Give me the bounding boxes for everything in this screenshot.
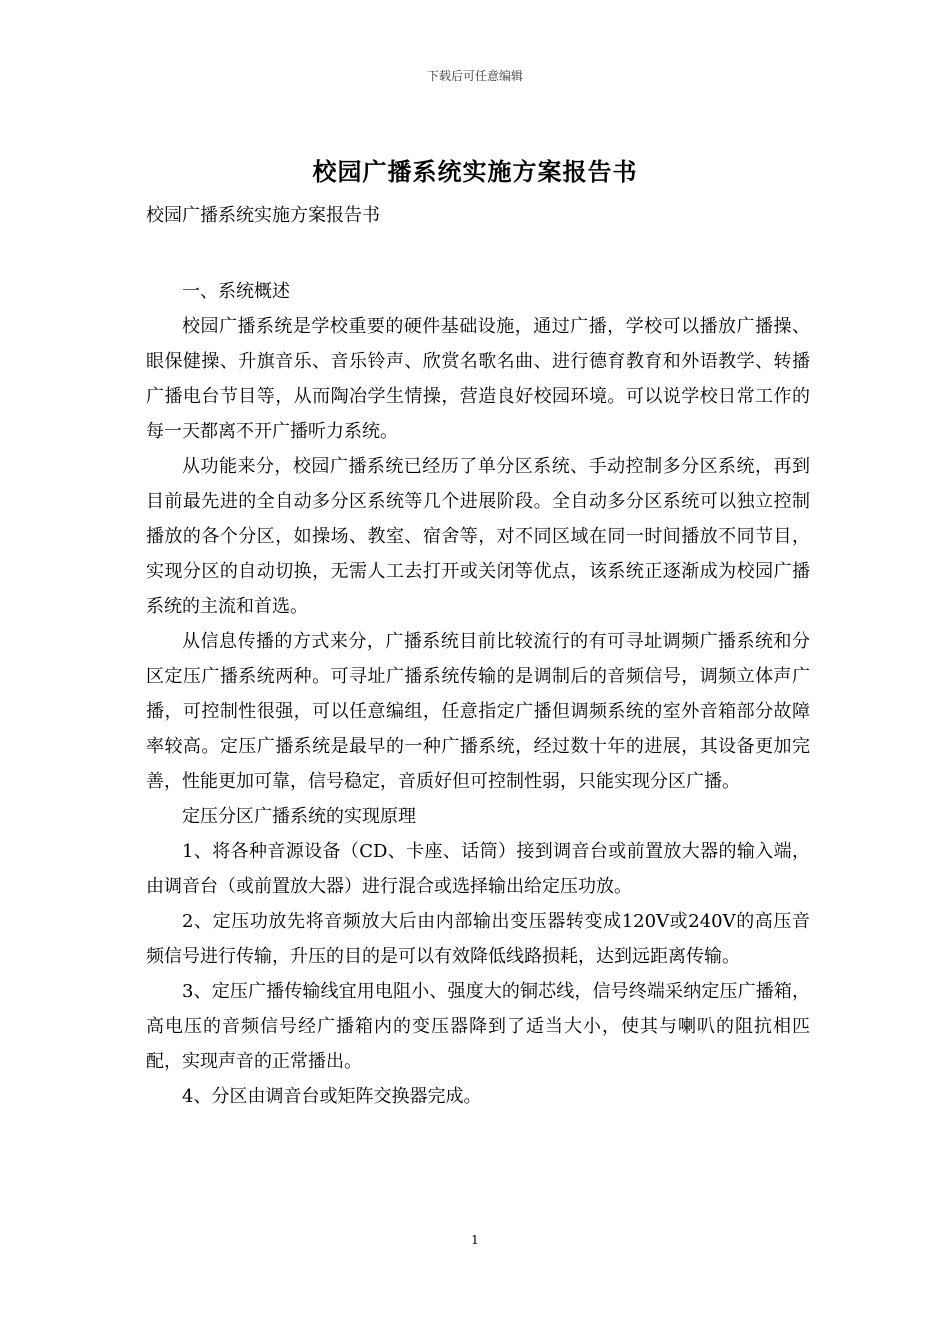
- document-subtitle: 校园广播系统实施方案报告书: [146, 205, 380, 226]
- paragraph: 校园广播系统是学校重要的硬件基础设施，通过广播，学校可以播放广播操、眼保健操、升旗音乐、音乐铃声、欣赏名歌名曲、进行德育教育和外语教学、转播广播电台节目等，从而陶冶学生情操，营造良好校园环境。可以说学校日常工作的每一天都离不开广播听力系统。: [146, 316, 810, 442]
- document-body: [146, 274, 810, 1114]
- list-item: 3、定压广播传输线宜用电阻小、强度大的铜芯线，信号终端采纳定压广播箱，高电压的音频信号经广播箱内的变压器降到了适当大小，使其与喇叭的阻抗相匹配，实现声音的正常播出。: [146, 981, 810, 1072]
- paragraph: 从信息传播的方式来分，广播系统目前比较流行的有可寻址调频广播系统和分区定压广播系统两种。可寻址广播系统传输的是调制后的音频信号，调频立体声广播，可控制性很强，可以任意编组，任意指定广播但调频系统的室外音箱部分故障率较高。定压广播系统是最早的一种广播系统，经过数十年的进展，其设备更加完善，性能更加可靠，信号稳定，音质好但可控制性弱，只能实现分区广播。: [146, 631, 810, 792]
- list-item: 1、将各种音源设备（CD、卡座、话筒）接到调音台或前置放大器的输入端，由调音台（或前置放大器）进行混合或选择输出给定压功放。: [146, 841, 810, 897]
- section-heading-principle: 定压分区广播系统的实现原理: [182, 806, 416, 827]
- section-heading-overview: 一、系统概述: [182, 281, 290, 302]
- paragraph: 从功能来分，校园广播系统已经历了单分区系统、手动控制多分区系统，再到目前最先进的全自动多分区系统等几个进展阶段。全自动多分区系统可以独立控制播放的各个分区，如操场、教室、宿舍等，对不同区域在同一时间播放不同节目，实现分区的自动切换，无需人工去打开或关闭等优点，该系统正逐渐成为校园广播系统的主流和首选。: [146, 456, 810, 617]
- list-item: 2、定压功放先将音频放大后由内部输出变压器转变成120V或240V的高压音频信号进行传输，升压的目的是可以有效降低线路损耗，达到远距离传输。: [146, 911, 810, 967]
- document-title: 校园广播系统实施方案报告书: [312, 157, 638, 186]
- list-item: 4、分区由调音台或矩阵交换器完成。: [182, 1086, 482, 1107]
- header-note: 下载后可任意编辑: [426, 69, 523, 83]
- page-number: 1: [471, 1233, 479, 1247]
